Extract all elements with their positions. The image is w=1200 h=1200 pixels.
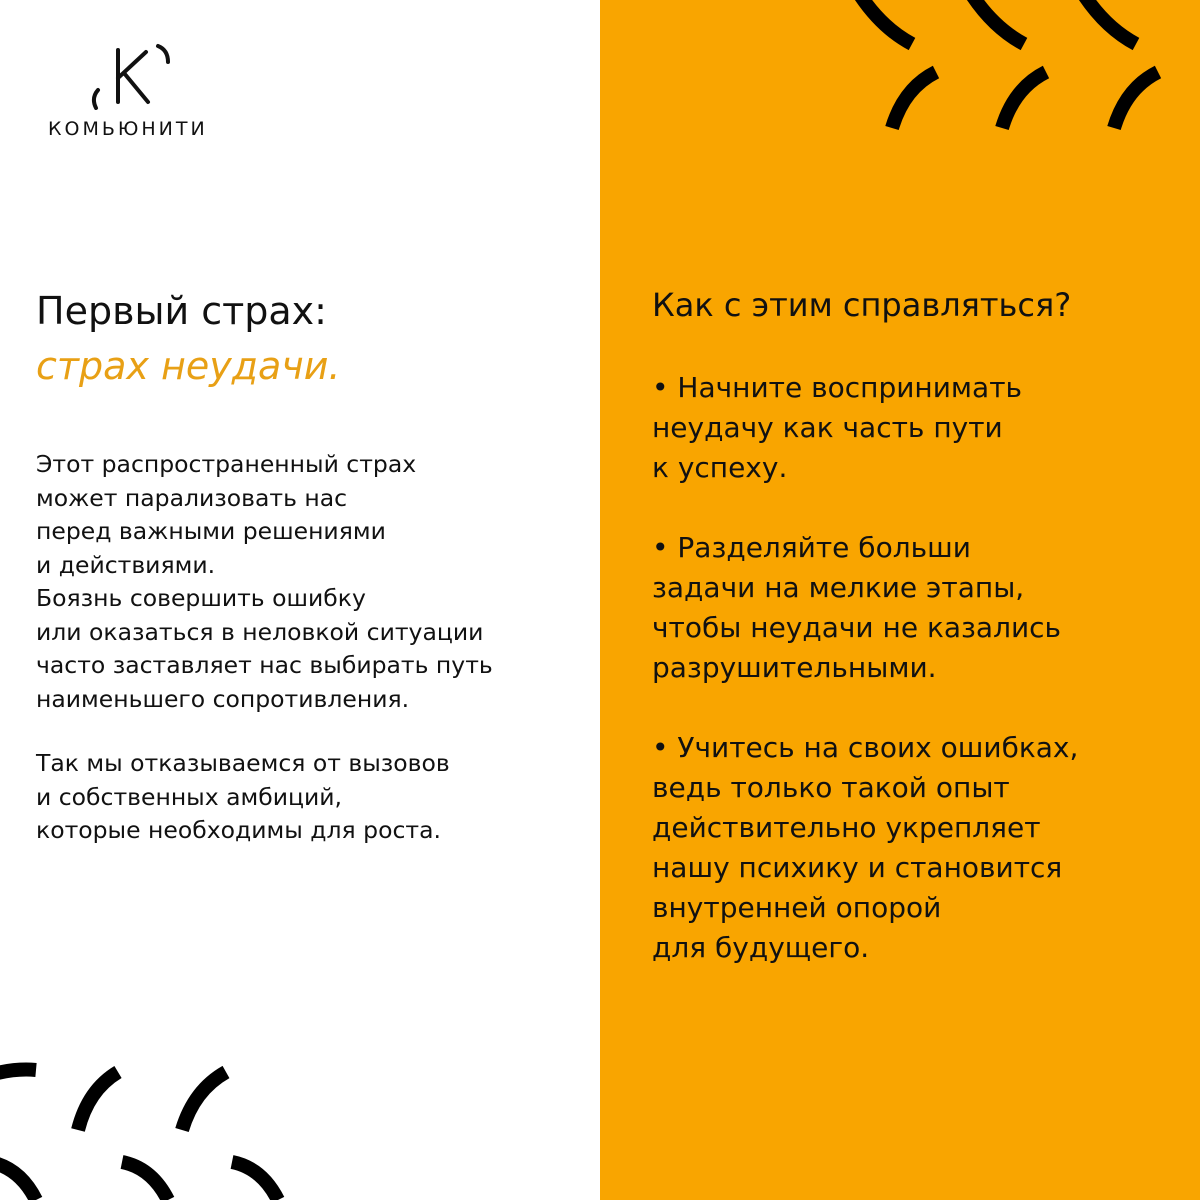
intro-paragraph: Этот распространенный страх может парализовать нас перед важными решениями и действиями. Боязнь совершить ошибку или оказаться в неловкой ситуации часто заставляет нас выбирать путь наименьшего сопротивления. bbox=[36, 450, 493, 713]
slash-stroke-icon bbox=[0, 1050, 300, 1200]
conclusion-paragraph: Так мы отказываемся от вызовов и собственных амбиций, которые необходимы для роста. bbox=[36, 749, 450, 844]
advice-heading: Как с этим справляться? bbox=[652, 286, 1072, 324]
brand-name: КОМЬЮНИТИ bbox=[48, 118, 208, 140]
advice-item: • Начните воспринимать неудачу как часть пути к успеху. bbox=[652, 371, 1023, 484]
page-title: Первый страх: bbox=[36, 289, 327, 333]
page-subtitle: страх неудачи. bbox=[36, 344, 341, 388]
advice-item: • Разделяйте больши задачи на мелкие этапы, чтобы неудачи не казались разрушительными. bbox=[652, 531, 1062, 684]
brand-logo bbox=[48, 40, 248, 150]
slash-stroke-icon bbox=[852, 0, 1200, 150]
advice-item: • Учитесь на своих ошибках, ведь только такой опыт действительно укрепляет нашу психику и становится внутренней опорой для будущего. bbox=[652, 731, 1079, 964]
right-panel bbox=[600, 0, 1200, 1200]
k-bracket-logo-icon bbox=[88, 40, 178, 110]
